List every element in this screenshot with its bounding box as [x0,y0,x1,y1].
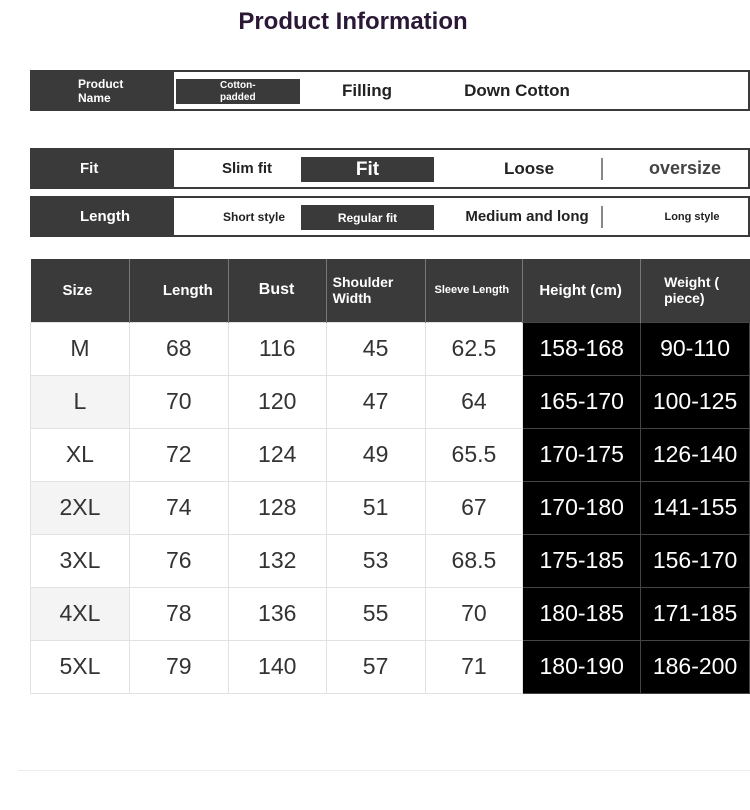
cell-bust: 120 [228,375,326,428]
cell-bust: 124 [228,428,326,481]
header-bust: Bust [228,259,326,322]
length-divider [601,206,603,228]
length-option-short: Short style [222,209,285,224]
cell-weight: 90-110 [641,322,750,375]
cell-shoulder: 45 [326,322,425,375]
cell-weight: 156-170 [641,534,750,587]
cell-height: 165-170 [523,375,641,428]
size-row [31,534,750,587]
cell-shoulder: 47 [326,375,425,428]
filling-label: Filling [341,80,393,100]
cell-length: 70 [129,375,228,428]
cell-weight: 100-125 [641,375,750,428]
cell-length: 74 [129,481,228,534]
product-name-label-line1: Product [78,76,124,91]
size-row [31,587,750,640]
cell-length: 78 [129,587,228,640]
cell-sleeve: 64 [425,375,523,428]
cell-sleeve: 68.5 [425,534,523,587]
cell-sleeve: 71 [425,640,523,693]
cell-height: 170-175 [523,428,641,481]
cell-size: L [31,375,130,428]
cell-weight: 126-140 [641,428,750,481]
product-name-value-line2: padded [220,91,256,103]
cell-shoulder: 53 [326,534,425,587]
header-size: Size [31,259,130,322]
cell-bust: 116 [228,322,326,375]
product-name-bar [30,70,750,111]
cell-height: 158-168 [523,322,641,375]
cell-size: 2XL [31,481,130,534]
fit-option-oversize: oversize [648,158,722,178]
cell-height: 175-185 [523,534,641,587]
fit-option-loose: Loose [503,158,555,178]
length-option-medium-long: Medium and long [465,208,589,225]
cell-length: 79 [129,640,228,693]
cell-size: 5XL [31,640,130,693]
size-row [31,481,750,534]
fit-bar [30,148,750,189]
cell-height: 180-190 [523,640,641,693]
cell-length: 68 [129,322,228,375]
cell-weight: 141-155 [641,481,750,534]
cell-height: 180-185 [523,587,641,640]
header-height: Height (cm) [523,259,641,322]
fit-option-slim: Slim fit [221,160,272,177]
cell-bust: 128 [228,481,326,534]
product-name-value-line1: Cotton- [220,79,256,91]
header-sleeve-length: Sleeve Length [425,259,523,322]
cell-length: 72 [129,428,228,481]
length-label: Length [32,198,174,235]
cell-bust: 140 [228,640,326,693]
cell-size: 3XL [31,534,130,587]
header-weight: Weight ( piece) [641,259,750,322]
product-name-label [32,72,174,109]
length-option-long: Long style [664,210,720,223]
product-name-value [176,79,300,104]
fit-label: Fit [32,150,174,187]
size-row [31,375,750,428]
cell-size: M [31,322,130,375]
length-option-regular: Regular fit [301,205,434,230]
length-bar [30,196,750,237]
header-shoulder-width: Shoulder Width [326,259,425,322]
cell-size: XL [31,428,130,481]
cell-height: 170-180 [523,481,641,534]
header-length: Length [129,259,228,322]
cell-shoulder: 57 [326,640,425,693]
cell-weight: 186-200 [641,640,750,693]
cell-weight: 171-185 [641,587,750,640]
fit-divider [601,158,603,180]
size-table [30,259,750,694]
product-name-label-line2: Name [78,90,111,105]
cell-sleeve: 70 [425,587,523,640]
size-row [31,640,750,693]
cell-bust: 132 [228,534,326,587]
cell-length: 76 [129,534,228,587]
size-row [31,428,750,481]
cell-sleeve: 62.5 [425,322,523,375]
filling-value: Down Cotton [464,80,570,100]
cell-shoulder: 51 [326,481,425,534]
size-table-header-row [31,259,750,322]
cell-sleeve: 65.5 [425,428,523,481]
cell-shoulder: 49 [326,428,425,481]
cell-size: 4XL [31,587,130,640]
fit-option-fit: Fit [301,157,434,182]
bottom-divider [18,770,750,771]
cell-shoulder: 55 [326,587,425,640]
page-title: Product Information [238,8,468,35]
size-row [31,322,750,375]
cell-bust: 136 [228,587,326,640]
cell-sleeve: 67 [425,481,523,534]
